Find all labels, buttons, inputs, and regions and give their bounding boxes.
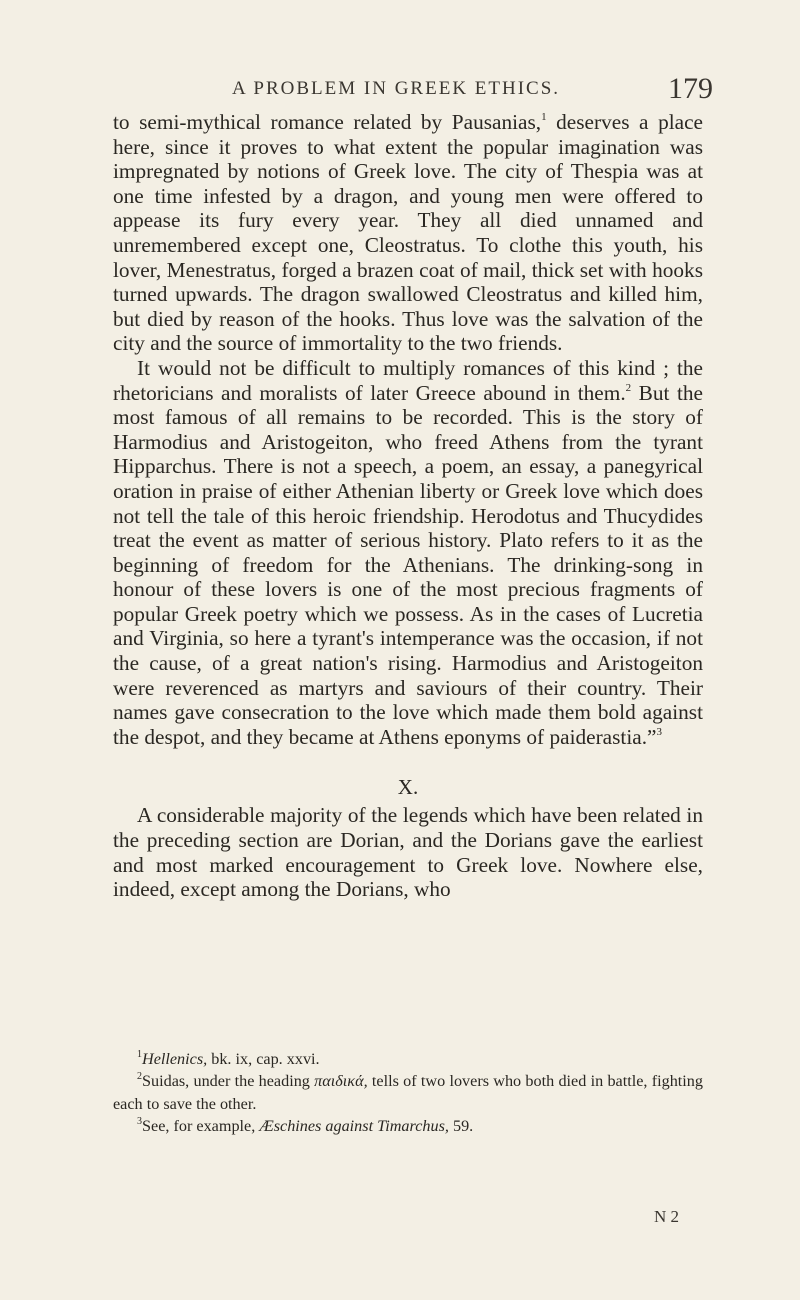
footnote-ref: 1: [541, 111, 547, 123]
footnote-number: 1: [137, 1049, 142, 1060]
section-heading: X.: [397, 775, 419, 800]
body-text: [113, 110, 703, 902]
footnote-text: Suidas, under the heading: [142, 1072, 315, 1091]
paragraph-text: to semi-mythical romance related by Pausanias,: [113, 110, 542, 134]
footnote-italic: Æschines against Timarchus,: [259, 1117, 449, 1136]
paragraph-text: But the most famous of all remains to be recorded. This is the story of Harmodius and Aristogeiton, who freed Athens from the tyrant Hipparchus. There is not a speech, a poem, an essay, a panegyrical oration in praise of either Athenian liberty or Greek love which does not tell the tale of this heroic friendship. Herodotus and Thucydides treat the event as matter of serious history. Plato refers to it as the beginning of freedom for the Athenians. The drinking-song in honour of these lovers is one of the most precious fragments of popular Greek poetry which we possess. As in the cases of Lucretia and Virginia, so here a tyrant's intemperance was the occasion, if not the cause, of a great nation's rising. Harmodius and Aristogeiton were reverenced as martyrs and saviours of their country. Their names gave consecration to the love which made them bold against the despot, and they became at Athens eponyms of paiderastia.”: [113, 380, 703, 749]
paragraph-text: It would not be difficult to multiply romances of this kind ; the rhetoricians and moralists of later Greece abound in them.: [113, 355, 703, 405]
footnote-1: [113, 1048, 703, 1070]
footnote-italic: Hellenics,: [142, 1050, 208, 1068]
paragraph-text: deserves a place here, since it proves to what extent the popular imagination was impregnated by notions of Greek love. The city of Thespia was at one time infested by a dragon, and young men were offered to appease its fury every year. They all died unnamed and unremembered except one, Cleostratus. To clothe this youth, his lover, Menestratus, forged a brazen coat of mail, thick set with hooks turned upwards. The dragon swallowed Cleostratus and killed him, but died by reason of the hooks. Thus love was the salvation of the city and the source of immortality to the two friends.: [113, 110, 703, 356]
footnote-ref: 2: [625, 381, 632, 394]
footnote-3: [113, 1115, 703, 1137]
paragraph-3: A considerable majority of the legends which have been related in the preceding section are Dorian, and the Dorians gave the earliest and most marked encouragement to Greek love. Nowhere else, indeed, except among the Dorians, who: [113, 803, 703, 902]
paragraph-1: [113, 110, 703, 356]
footnote-number: 2: [137, 1071, 142, 1083]
footnote-text: 59.: [448, 1117, 474, 1136]
footnote-2: [113, 1070, 703, 1115]
paragraph-2: [113, 356, 703, 750]
footnote-number: 3: [137, 1116, 142, 1128]
footnote-greek: παιδικά,: [314, 1072, 368, 1091]
running-head: [0, 72, 800, 108]
page-number: 179: [668, 72, 713, 105]
signature-mark: N 2: [654, 1207, 680, 1226]
footnotes: [113, 1048, 703, 1138]
footnote-text: tells of two lovers who both died in battle, fighting each to save the other.: [113, 1072, 703, 1113]
running-title: A PROBLEM IN GREEK ETHICS.: [232, 78, 561, 99]
footnote-text: See, for example,: [142, 1117, 260, 1136]
footnote-ref: 3: [656, 725, 662, 738]
footnote-text: bk. ix, cap. xxvi.: [207, 1050, 320, 1068]
